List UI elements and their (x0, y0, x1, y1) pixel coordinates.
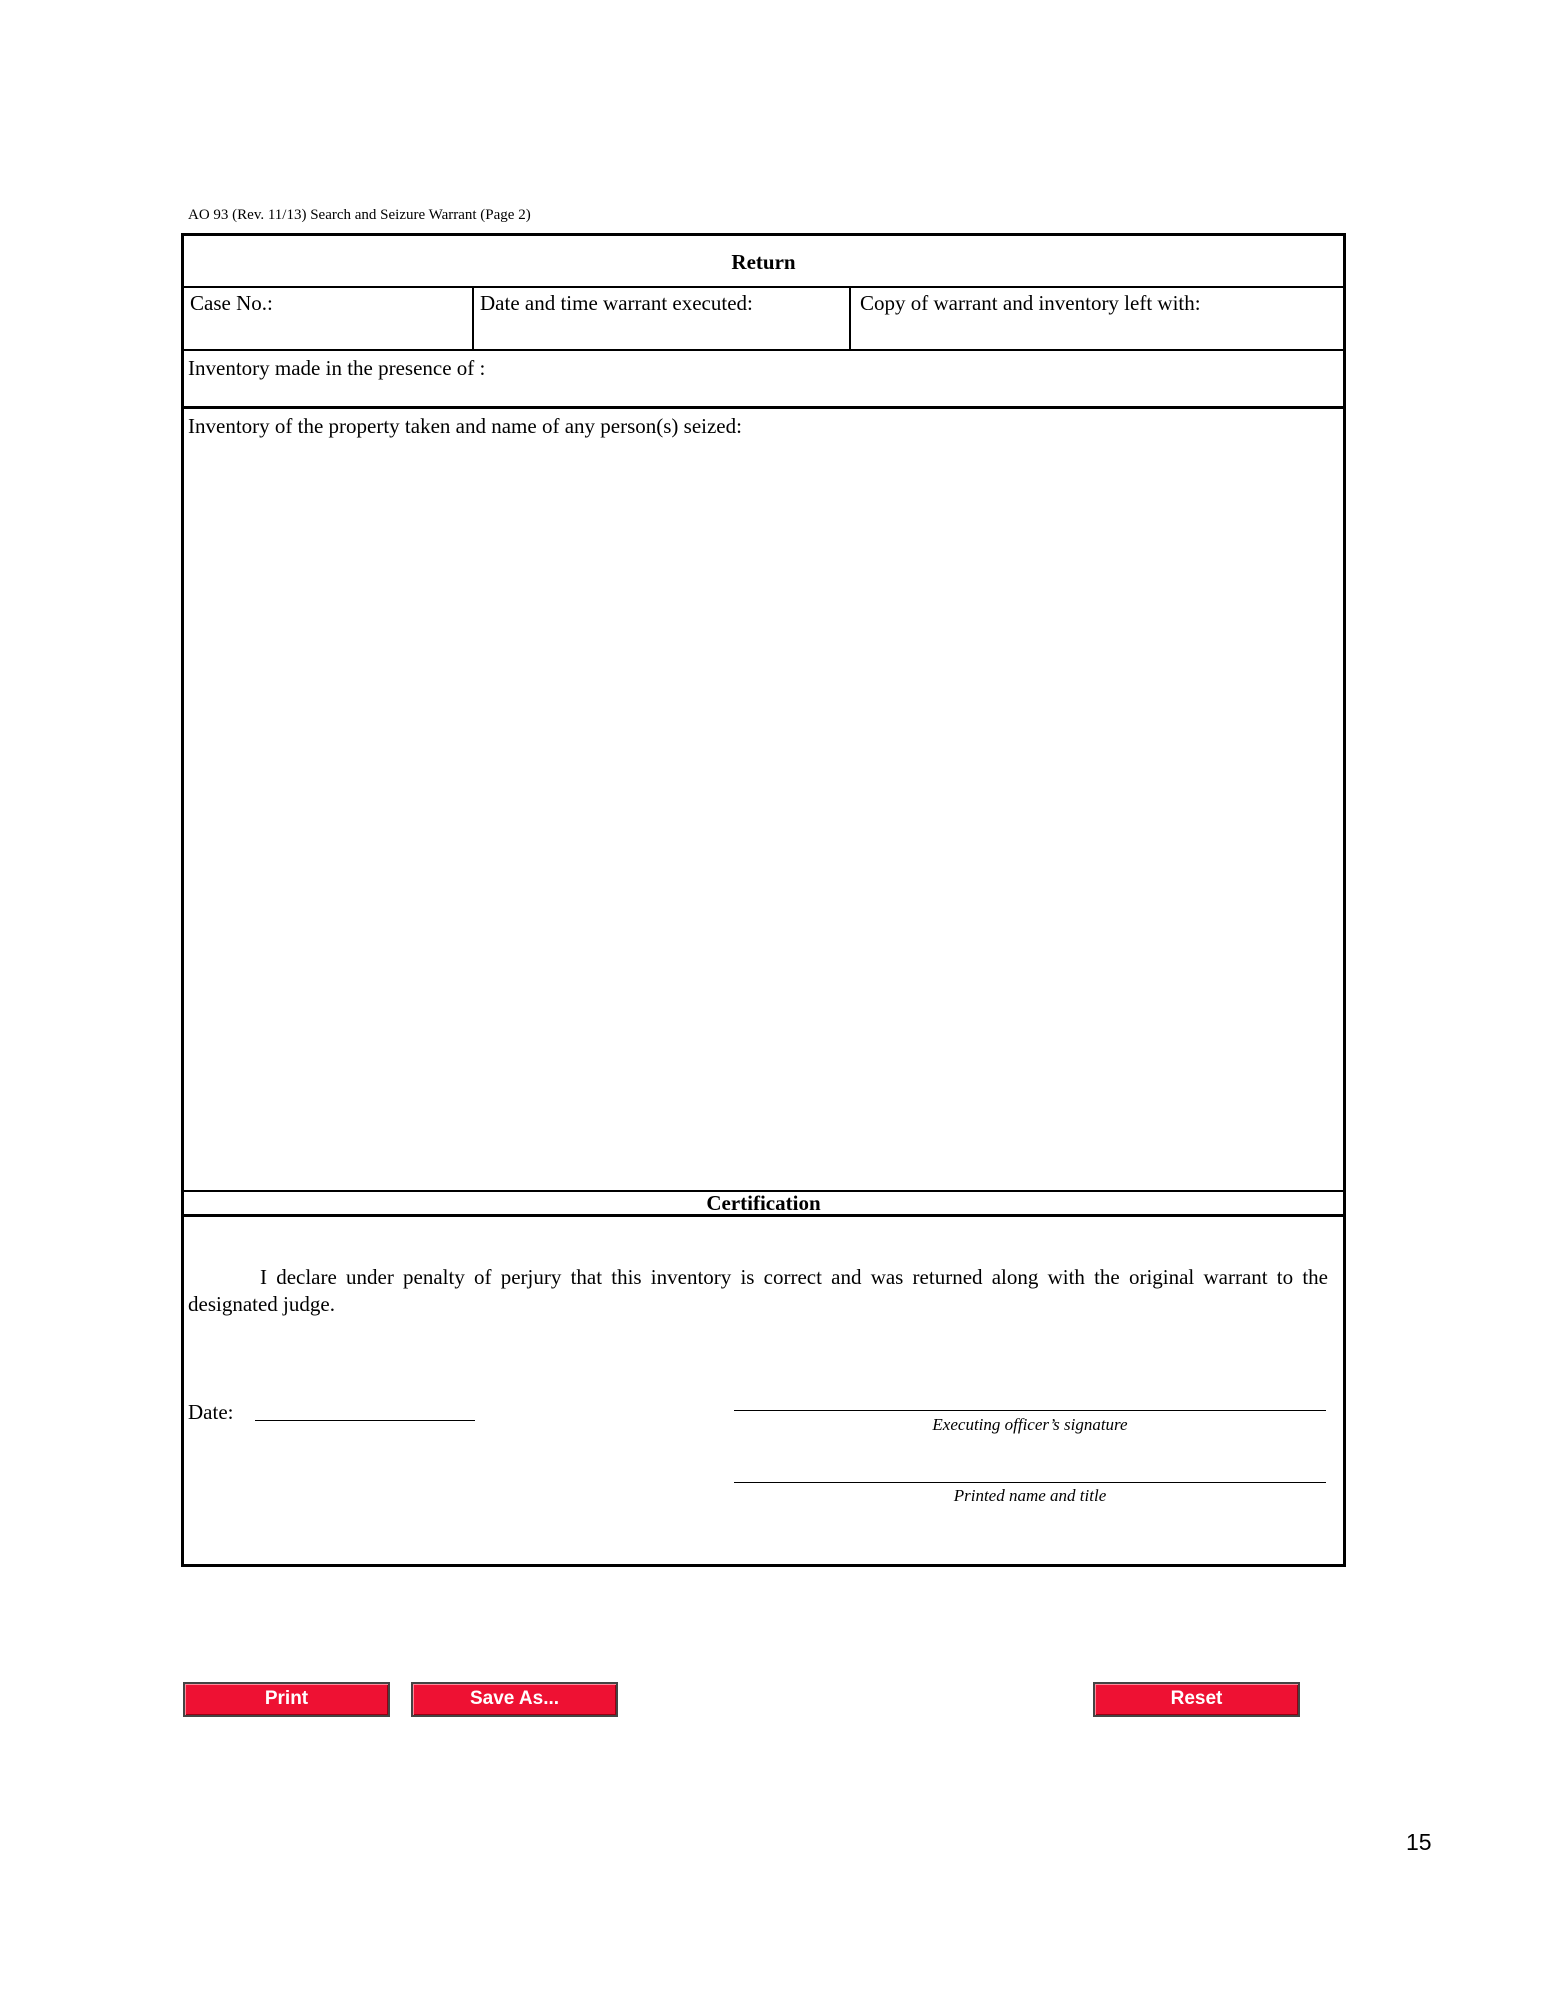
inventory-presence-label: Inventory made in the presence of : (188, 356, 486, 380)
case-no-field[interactable] (184, 288, 474, 349)
copy-left-with-field[interactable] (851, 288, 1343, 349)
printed-name-input-line[interactable] (734, 1482, 1326, 1483)
return-info-row (184, 288, 1343, 351)
date-label: Date: (188, 1400, 234, 1424)
save-as-button[interactable]: Save As... (411, 1682, 618, 1717)
date-time-executed-field[interactable] (474, 288, 851, 349)
inventory-presence-field[interactable] (184, 351, 1343, 409)
certification-title: Certification (184, 1190, 1343, 1217)
copy-left-with-label: Copy of warrant and inventory left with: (860, 291, 1201, 315)
warrant-return-form (181, 233, 1346, 1567)
return-title: Return (184, 236, 1343, 288)
case-no-label: Case No.: (190, 291, 273, 315)
reset-button[interactable]: Reset (1093, 1682, 1300, 1717)
signature-input-line[interactable] (734, 1410, 1326, 1411)
form-id-header: AO 93 (Rev. 11/13) Search and Seizure Warrant (Page 2) (188, 207, 531, 223)
date-time-executed-label: Date and time warrant executed: (480, 291, 753, 315)
inventory-property-field[interactable] (184, 409, 1343, 1190)
print-button[interactable]: Print (183, 1682, 390, 1717)
inventory-property-label: Inventory of the property taken and name of any person(s) seized: (188, 414, 742, 438)
declaration-text: I declare under penalty of perjury that this inventory is correct and was returned along with the original warrant to the designated judge. (188, 1265, 1328, 1316)
printed-name-caption: Printed name and title (953, 1486, 1107, 1505)
date-input-line[interactable] (255, 1420, 475, 1421)
page-number: 15 (1406, 1829, 1432, 1855)
signature-caption: Executing officer’s signature (932, 1415, 1128, 1434)
